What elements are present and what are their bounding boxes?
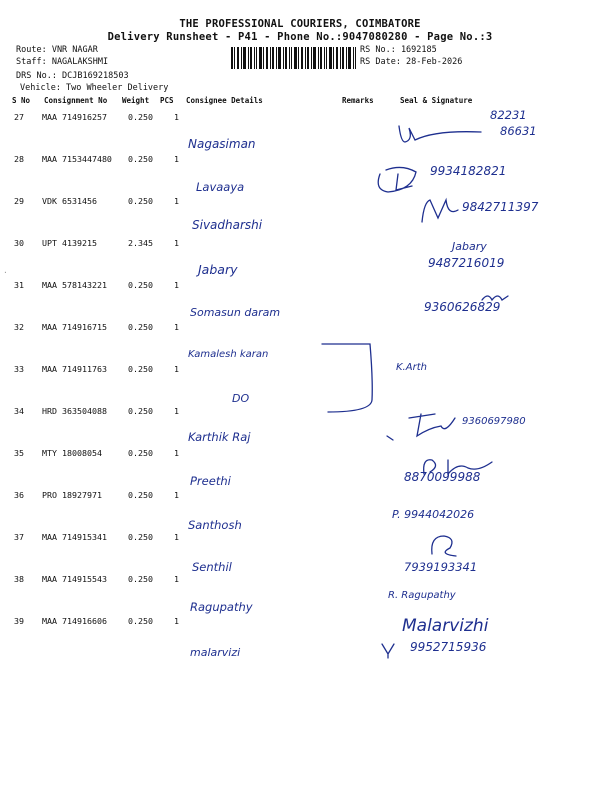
row-pcs: 1	[174, 490, 179, 500]
row-consignment: VDK 6531456	[42, 196, 97, 206]
table-row	[0, 486, 600, 528]
table-row	[0, 528, 600, 570]
staff-label: Staff: NAGALAKSHMI	[16, 57, 109, 67]
consignee-handwriting: Karthik Raj	[188, 430, 251, 444]
row-pcs: 1	[174, 238, 179, 248]
column-header-consignment: Consignment No	[44, 96, 108, 105]
row-consignment: MAA 714915543	[42, 574, 107, 584]
scan-speck: ·	[3, 268, 8, 277]
row-weight: 0.250	[128, 574, 153, 584]
column-header-remarks: Remarks	[342, 96, 374, 105]
table-row	[0, 234, 600, 276]
barcode	[231, 47, 356, 69]
column-header-pcs: PCS	[160, 96, 174, 105]
table-row	[0, 444, 600, 486]
row-weight: 0.250	[128, 154, 153, 164]
signature-note: 9934182821	[430, 164, 507, 178]
row-pcs: 1	[174, 448, 179, 458]
row-sno: 34	[14, 406, 24, 416]
row-pcs: 1	[174, 280, 179, 290]
page-title: THE PROFESSIONAL COURIERS, COIMBATORE	[179, 18, 421, 30]
signature-mark	[385, 406, 465, 446]
signature-mark	[372, 160, 432, 200]
consignee-handwriting: malarvizi	[190, 646, 241, 659]
signature-note: 9360626829	[424, 300, 501, 314]
row-pcs: 1	[174, 532, 179, 542]
rs-number: RS No.: 1692185	[360, 45, 437, 55]
signature-note: 86631	[500, 124, 537, 138]
row-sno: 37	[14, 532, 24, 542]
rs-date: RS Date: 28-Feb-2026	[360, 57, 463, 67]
row-pcs: 1	[174, 322, 179, 332]
signature-mark	[426, 530, 466, 560]
signature-note: 8870099988	[404, 470, 481, 484]
row-consignment: MAA 714915341	[42, 532, 107, 542]
signature-note: K.Arth	[396, 362, 427, 373]
row-weight: 0.250	[128, 112, 153, 122]
signature-note: 9952715936	[410, 640, 487, 654]
table-row	[0, 276, 600, 318]
row-weight: 0.250	[128, 364, 153, 374]
row-weight: 0.250	[128, 532, 153, 542]
consignee-handwriting: Jabary	[198, 262, 238, 277]
table-row	[0, 612, 600, 654]
signature-note: Jabary	[452, 240, 487, 253]
table-row	[0, 150, 600, 192]
signature-note: Malarvizhi	[402, 616, 489, 636]
row-sno: 31	[14, 280, 24, 290]
row-consignment: MTY 18008054	[42, 448, 102, 458]
row-consignment: MAA 714911763	[42, 364, 107, 374]
row-sno: 33	[14, 364, 24, 374]
consignee-handwriting: Somasun daram	[190, 306, 281, 319]
row-consignment: PRO 18927971	[42, 490, 102, 500]
row-sno: 28	[14, 154, 24, 164]
table-row	[0, 360, 600, 402]
column-header-weight: Weight	[122, 96, 150, 105]
row-consignment: MAA 578143221	[42, 280, 107, 290]
signature-note: 82231	[490, 108, 527, 122]
row-consignment: MAA 714916715	[42, 322, 107, 332]
consignee-handwriting: Nagasiman	[188, 137, 256, 151]
row-pcs: 1	[174, 574, 179, 584]
signature-mark	[418, 196, 462, 226]
signature-note: 9487216019	[428, 256, 505, 270]
table-row	[0, 318, 600, 360]
consignee-handwriting: Senthil	[192, 560, 232, 574]
row-weight: 2.345	[128, 238, 153, 248]
consignee-handwriting: Preethi	[190, 474, 231, 488]
row-sno: 32	[14, 322, 24, 332]
row-sno: 29	[14, 196, 24, 206]
row-pcs: 1	[174, 406, 179, 416]
table-row	[0, 570, 600, 612]
signature-note: R. Ragupathy	[388, 590, 456, 601]
row-sno: 36	[14, 490, 24, 500]
row-pcs: 1	[174, 364, 179, 374]
route-label: Route: VNR NAGAR	[16, 45, 98, 55]
row-weight: 0.250	[128, 322, 153, 332]
row-weight: 0.250	[128, 490, 153, 500]
row-weight: 0.250	[128, 406, 153, 416]
row-weight: 0.250	[128, 448, 153, 458]
row-pcs: 1	[174, 112, 179, 122]
consignee-handwriting: Santhosh	[188, 518, 242, 532]
signature-note: 9842711397	[462, 200, 539, 214]
vehicle-label: Vehicle: Two Wheeler Delivery	[20, 83, 169, 93]
row-consignment: MAA 714916606	[42, 616, 107, 626]
row-weight: 0.250	[128, 280, 153, 290]
row-sno: 30	[14, 238, 24, 248]
row-consignment: MAA 7153447480	[42, 154, 112, 164]
signature-mark	[395, 118, 485, 148]
handwritten-bracket	[318, 340, 378, 420]
row-weight: 0.250	[128, 196, 153, 206]
consignee-handwriting: Ragupathy	[190, 600, 253, 614]
row-consignment: UPT 4139215	[42, 238, 97, 248]
column-header-sno: S No	[12, 96, 31, 105]
row-sno: 35	[14, 448, 24, 458]
row-pcs: 1	[174, 616, 179, 626]
signature-note: 9360697980	[462, 416, 526, 427]
signature-mark	[380, 640, 400, 660]
drs-label: DRS No.: DCJB169218503	[16, 71, 129, 81]
signature-note: P. 9944042026	[392, 508, 475, 521]
row-sno: 38	[14, 574, 24, 584]
consignee-handwriting: Lavaaya	[196, 180, 245, 194]
row-sno: 39	[14, 616, 24, 626]
signature-note: 7939193341	[404, 560, 478, 574]
row-pcs: 1	[174, 154, 179, 164]
column-header-seal: Seal & Signature	[400, 96, 473, 105]
row-sno: 27	[14, 112, 24, 122]
row-pcs: 1	[174, 196, 179, 206]
row-consignment: MAA 714916257	[42, 112, 107, 122]
row-consignment: HRD 363504088	[42, 406, 107, 416]
consignee-handwriting: DO	[232, 392, 250, 405]
consignee-handwriting: Kamalesh karan	[188, 349, 269, 360]
column-header-consignee: Consignee Details	[186, 96, 263, 105]
row-weight: 0.250	[128, 616, 153, 626]
page-subtitle: Delivery Runsheet - P41 - Phone No.:9047080280 - Page No.:3	[107, 31, 493, 43]
consignee-handwriting: Sivadharshi	[192, 218, 263, 232]
